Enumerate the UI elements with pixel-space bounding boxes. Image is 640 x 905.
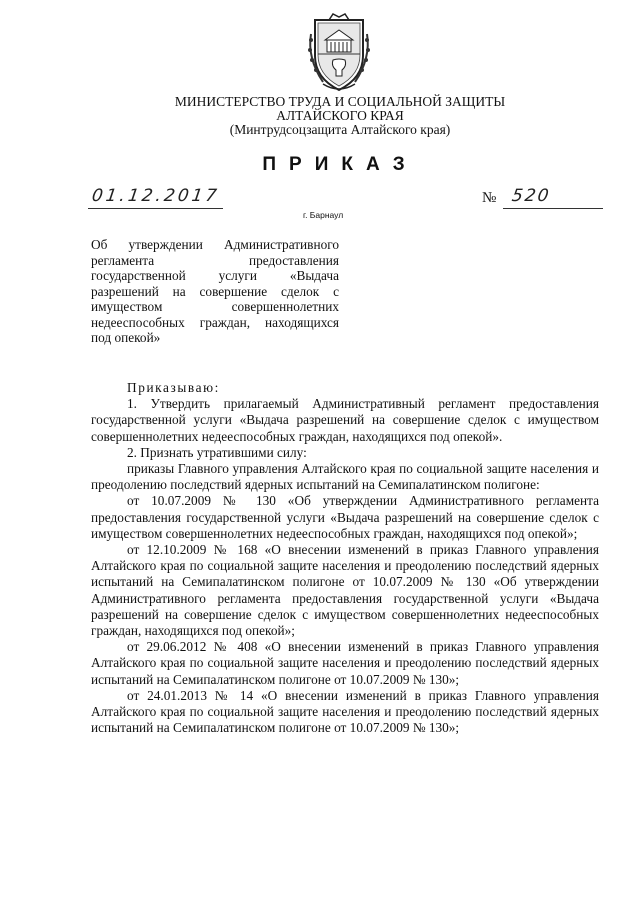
order-lead: Приказываю: <box>127 380 220 395</box>
number-underline <box>503 208 603 209</box>
order-item-2-entry-4: от 24.01.2013 № 14 «О внесении изменений в приказ Главного управления Алтайского края по социальной защите населения и преодолению последствий ядерных испытаний на Семипалатинском полигоне от 10.07.2009 № 130»; <box>91 687 599 736</box>
order-item-2-entry-3: от 29.06.2012 № 408 «О внесении изменений в приказ Главного управления Алтайского края по социальной защите населения и преодолению последствий ядерных испытаний на Семипалатинском полигоне от 10.07.2009 № 130»; <box>91 639 599 687</box>
order-item-2-entry-1: от 10.07.2009 № 130 «Об утверждении Административного регламента предоставления государственной услуги «Выдача разрешений на совершение сделок с имуществом совершеннолетних недееспособных граждан, находящихся под опекой»; <box>91 493 599 541</box>
ministry-short-name: (Минтрудсоцзащита Алтайского края) <box>229 122 451 137</box>
order-title: ПРИКАЗ <box>262 154 418 175</box>
ministry-name-line2: АЛТАЙСКОГО КРАЯ <box>276 108 404 123</box>
date-underline <box>88 208 223 209</box>
order-date: 01.12.2017 <box>90 186 221 206</box>
order-item-2-entry-2: от 12.10.2009 № 168 «О внесении изменений в приказ Главного управления Алтайского края по социальной защите населения и преодолению последствий ядерных испытаний на Семипалатинском полигоне от 10.07.2009 № 130 «Об утверждении Административного регламента предоставления государственной услуги «Выдача разрешений на совершение сделок с имуществом совершеннолетних недееспособных граждан, находящихся под опекой»; <box>91 542 599 639</box>
order-body <box>91 380 599 736</box>
order-item-1: 1. Утвердить прилагаемый Административный регламент предоставления государственной услуги «Выдача разрешений на совершение сделок с имуществом совершеннолетних недееспособных граждан, находящихся под опекой». <box>91 396 599 444</box>
order-item-2-intro: приказы Главного управления Алтайского края по социальной защите населения и преодолению последствий ядерных испытаний на Семипалатинском полигоне: <box>91 461 599 493</box>
order-item-2: 2. Признать утратившими силу: <box>127 444 307 460</box>
order-number: 520 <box>510 186 552 206</box>
order-city: г. Барнаул <box>303 210 344 220</box>
coat-of-arms-icon <box>303 10 375 94</box>
order-number-label: № <box>482 190 497 206</box>
ministry-name-line1: МИНИСТЕРСТВО ТРУДА И СОЦИАЛЬНОЙ ЗАЩИТЫ <box>174 94 506 109</box>
order-subject: Об утверждении Административного регламента предоставления государственной услуги «Выдача разрешений на совершение сделок с имуществом совершеннолетних недееспособных граждан, находящихся под опекой» <box>91 237 339 345</box>
